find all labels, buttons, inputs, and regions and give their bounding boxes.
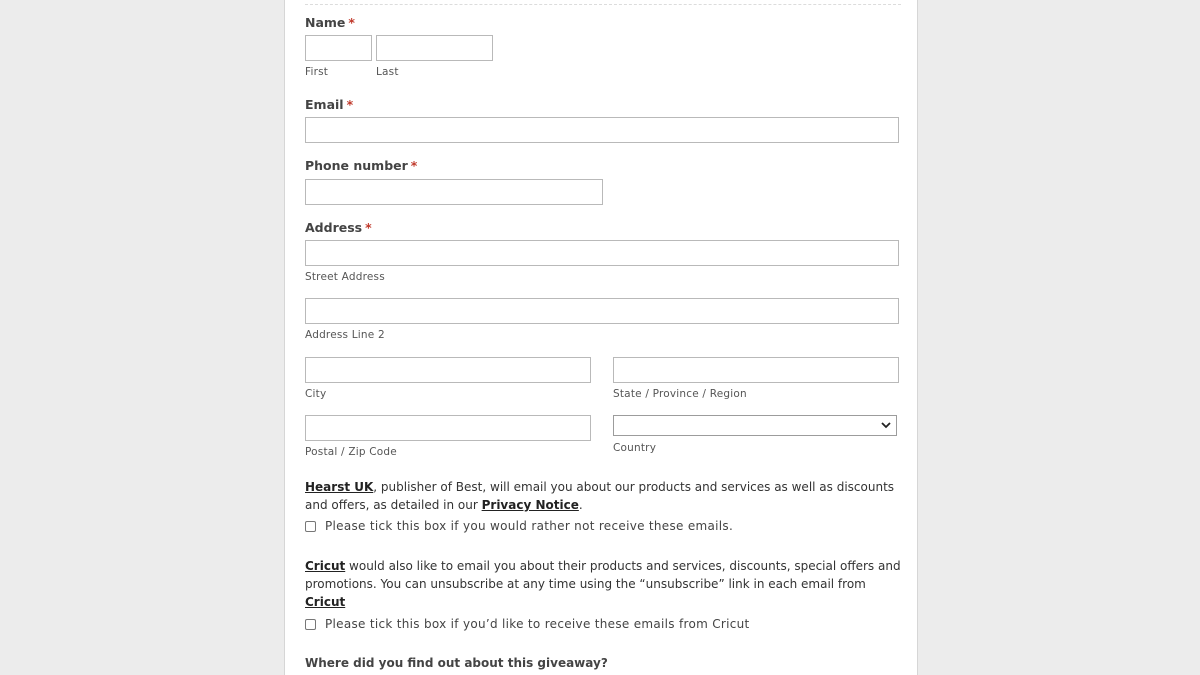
street-address-sublabel: Street Address: [305, 271, 385, 283]
cricut-consent-body: would also like to email you about their products and services, discounts, special offers and promotions. You can unsubscribe at any time using the “unsubscribe” link in each email from: [305, 559, 901, 591]
state-sublabel: State / Province / Region: [613, 388, 747, 400]
street-address-input[interactable]: [305, 240, 899, 266]
hearst-optout-checkbox[interactable]: [305, 521, 316, 532]
country-sublabel: Country: [613, 442, 657, 454]
phone-label-text: Phone number: [305, 158, 408, 173]
phone-input[interactable]: [305, 179, 603, 205]
address-label: [305, 220, 372, 235]
top-divider: [305, 4, 901, 5]
cricut-link-2[interactable]: Cricut: [305, 595, 346, 609]
last-name-sublabel: Last: [376, 66, 399, 78]
last-name-input[interactable]: [376, 35, 493, 61]
cricut-optin-row[interactable]: [305, 617, 750, 631]
email-label-text: Email: [305, 97, 344, 112]
phone-label: [305, 158, 417, 173]
first-name-sublabel: First: [305, 66, 329, 78]
hearst-optout-label: Please tick this box if you would rather not receive these emails.: [325, 519, 734, 533]
name-label: [305, 15, 355, 30]
required-mark: *: [348, 15, 355, 30]
hearst-consent-text: [305, 478, 901, 514]
state-input[interactable]: [613, 357, 899, 383]
required-mark: *: [410, 158, 418, 173]
privacy-notice-link[interactable]: Privacy Notice: [481, 498, 579, 512]
cricut-optin-label: Please tick this box if you’d like to receive these emails from Cricut: [325, 617, 750, 631]
email-input[interactable]: [305, 117, 899, 143]
name-label-text: Name: [305, 15, 346, 30]
hearst-consent-body: , publisher of Best, will email you about our products and services as well as discounts and offers, as detailed in our: [305, 480, 895, 512]
cricut-optin-checkbox[interactable]: [305, 619, 316, 630]
email-label: [305, 97, 353, 112]
giveaway-question-label: Where did you find out about this giveaway?: [305, 656, 608, 670]
first-name-input[interactable]: [305, 35, 372, 61]
chevron-down-icon: [880, 419, 892, 431]
address-label-text: Address: [305, 220, 363, 235]
address-line2-input[interactable]: [305, 298, 899, 324]
hearst-optout-row[interactable]: [305, 519, 733, 533]
city-sublabel: City: [305, 388, 327, 400]
hearst-uk-link[interactable]: Hearst UK: [305, 480, 374, 494]
hearst-consent-end: .: [578, 498, 583, 512]
cricut-link[interactable]: Cricut: [305, 559, 346, 573]
country-select[interactable]: [613, 415, 897, 436]
required-mark: *: [365, 220, 372, 235]
required-mark: *: [346, 97, 354, 112]
cricut-consent-text: [305, 557, 901, 611]
postal-code-input[interactable]: [305, 415, 591, 441]
city-input[interactable]: [305, 357, 591, 383]
address-line2-sublabel: Address Line 2: [305, 329, 385, 341]
form-card: [284, 0, 918, 675]
postal-code-sublabel: Postal / Zip Code: [305, 446, 397, 458]
